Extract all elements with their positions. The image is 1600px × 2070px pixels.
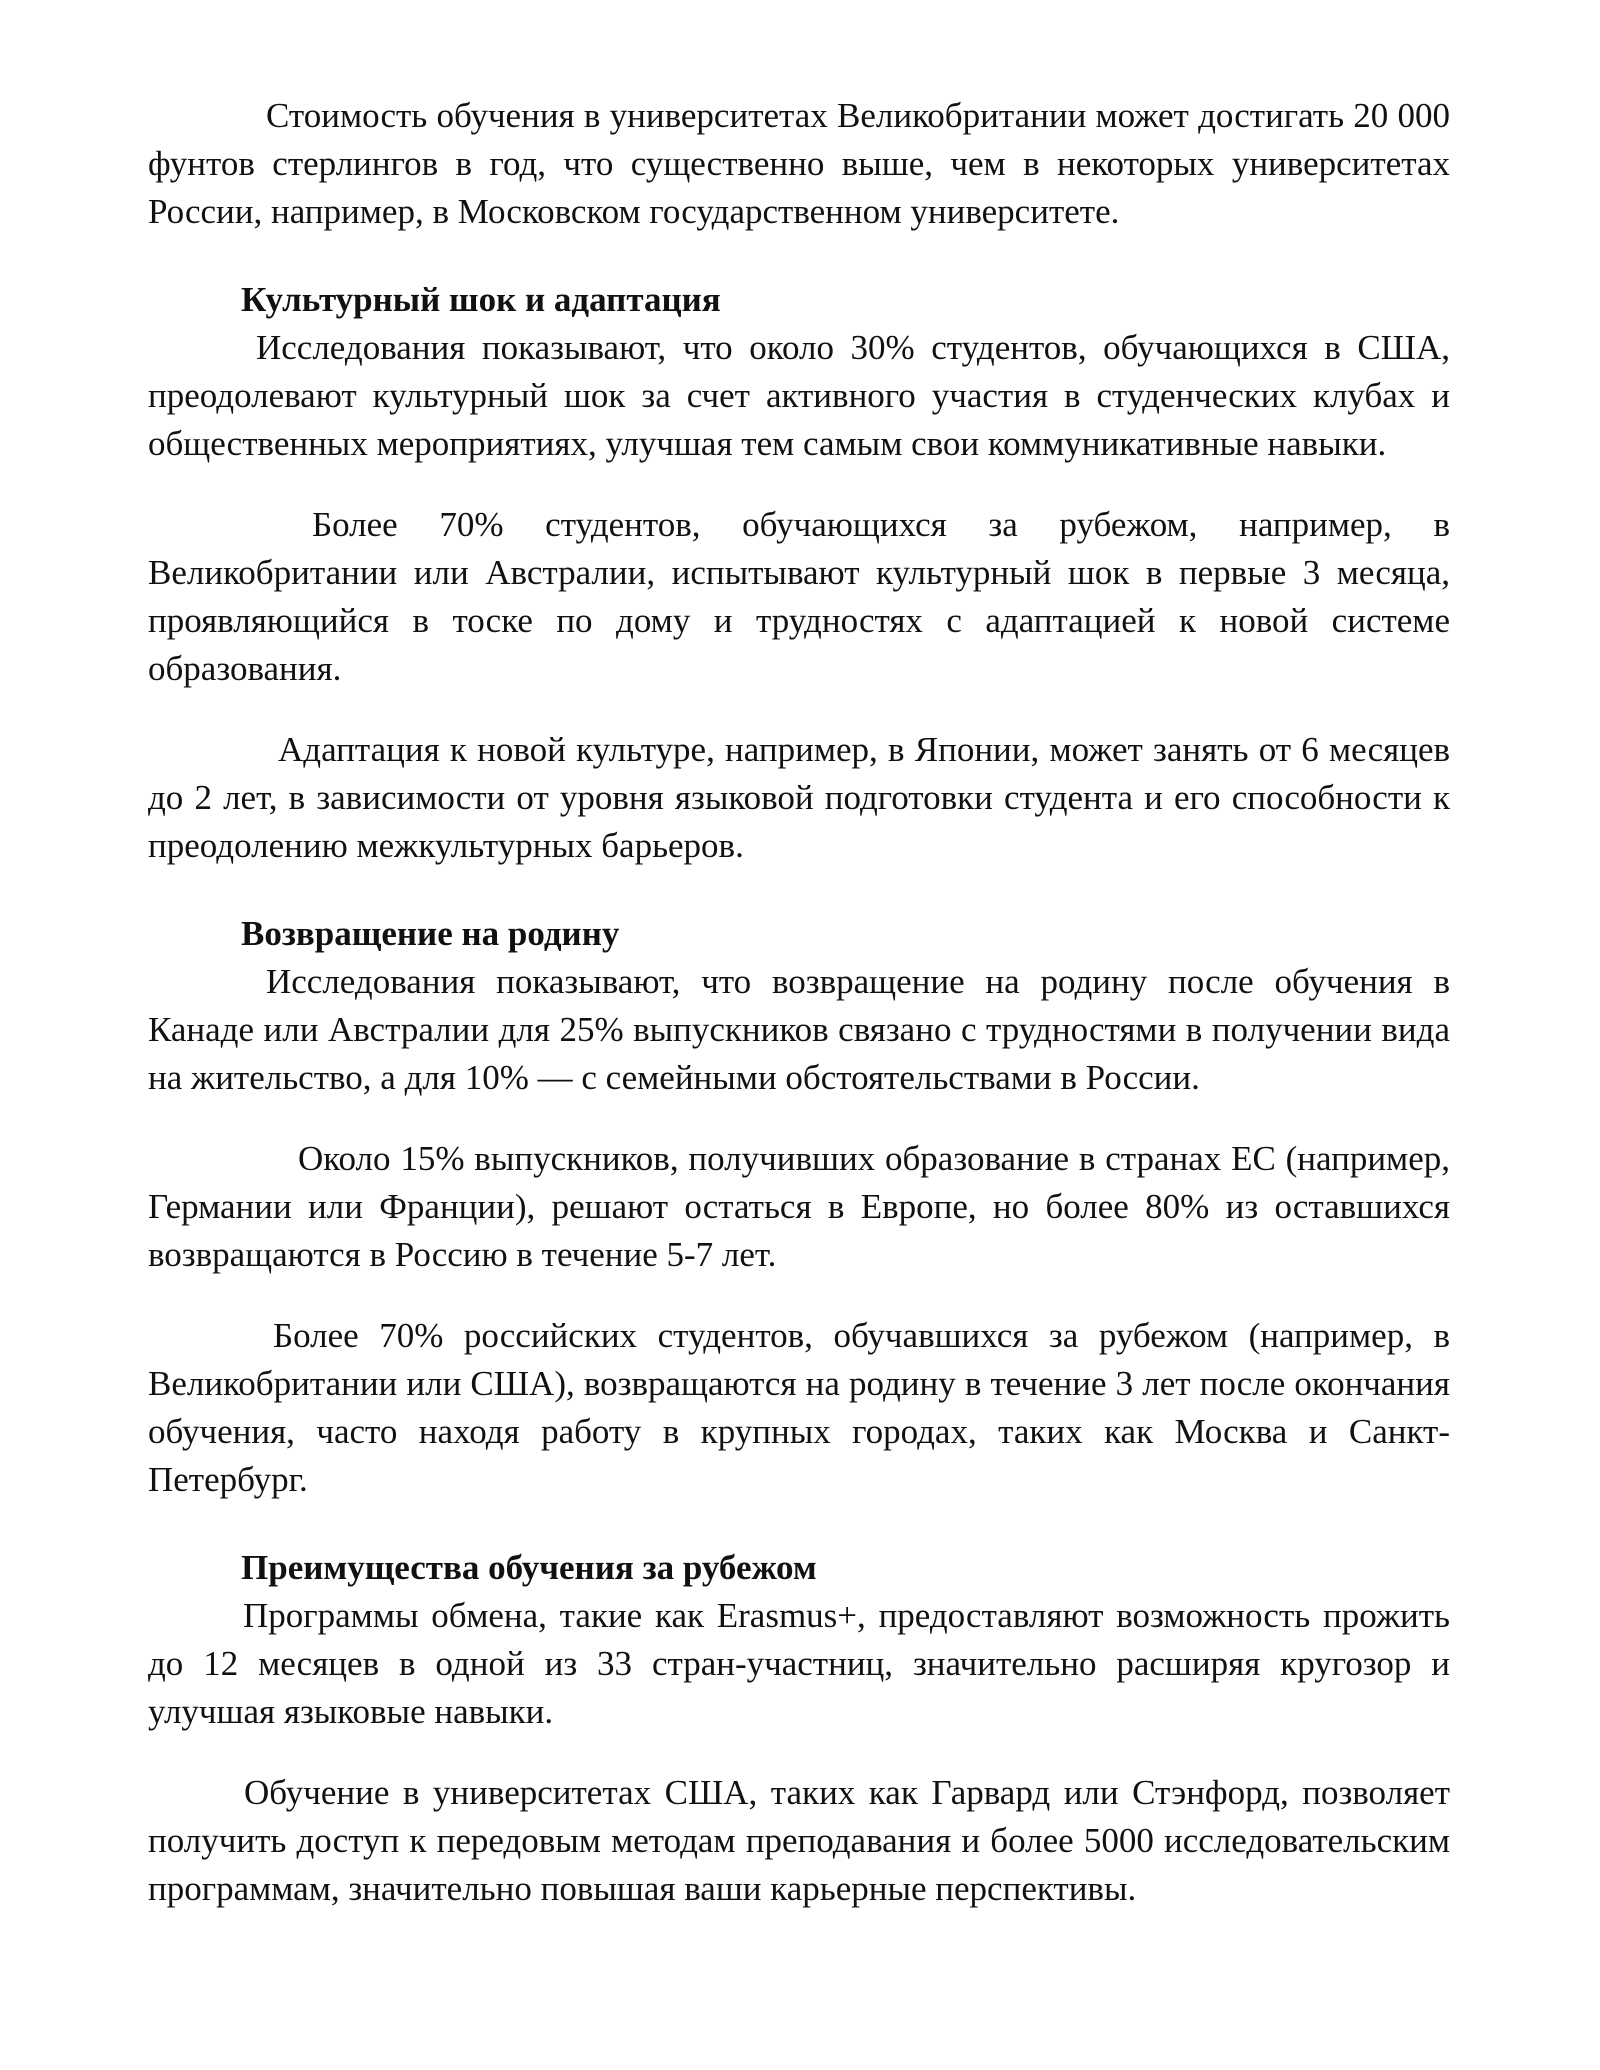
paragraph-culture-shock-3: Адаптация к новой культуре, например, в Японии, может занять от 6 месяцев до 2 лет, в зависимости от уровня языковой подготовки студента и его способности к преодолению межкультурных барьеров. bbox=[148, 730, 1450, 865]
heading-advantages: Преимущества обучения за рубежом bbox=[241, 1548, 817, 1587]
paragraph-culture-shock-2: Более 70% студентов, обучающихся за рубежом, например, в Великобритании или Австралии, испытывают культурный шок в первые 3 месяца, проявляющийся в тоске по дому и трудностях с адаптацией к новой системе образования. bbox=[148, 505, 1450, 688]
heading-culture-shock: Культурный шок и адаптация bbox=[241, 280, 721, 319]
paragraph-advantages-2: Обучение в университетах США, таких как Гарвард или Стэнфорд, позволяет получить доступ к передовым методам преподавания и более 5000 исследовательским программам, значительно повышая ваши карьерные перспективы. bbox=[148, 1773, 1450, 1908]
paragraph-return-2: Около 15% выпускников, получивших образование в странах ЕС (например, Германии или Франции), решают остаться в Европе, но более 80% из оставшихся возвращаются в Россию в течение 5-7 лет. bbox=[148, 1139, 1450, 1274]
paragraph-return-3: Более 70% российских студентов, обучавшихся за рубежом (например, в Великобритании или США), возвращаются на родину в течение 3 лет после окончания обучения, часто находя работу в крупных городах, таких как Москва и Санкт-Петербург. bbox=[148, 1316, 1450, 1499]
paragraph-advantages-1: Программы обмена, такие как Erasmus+, предоставляют возможность прожить до 12 месяцев в одной из 33 стран-участниц, значительно расширяя кругозор и улучшая языковые навыки. bbox=[148, 1596, 1450, 1731]
paragraph-culture-shock-1: Исследования показывают, что около 30% студентов, обучающихся в США, преодолевают культурный шок за счет активного участия в студенческих клубах и общественных мероприятиях, улучшая тем самым свои коммуникативные навыки. bbox=[148, 328, 1450, 463]
heading-return-home: Возвращение на родину bbox=[241, 914, 620, 953]
paragraph-tuition-cost: Стоимость обучения в университетах Великобритании может достигать 20 000 фунтов стерлингов в год, что существенно выше, чем в некоторых университетах России, например, в Московском государственном университете. bbox=[148, 96, 1450, 231]
document-page bbox=[148, 92, 1450, 1913]
paragraph-return-1: Исследования показывают, что возвращение на родину после обучения в Канаде или Австралии для 25% выпускников связано с трудностями в получении вида на жительство, а для 10% — с семейными обстоятельствами в России. bbox=[148, 962, 1450, 1097]
